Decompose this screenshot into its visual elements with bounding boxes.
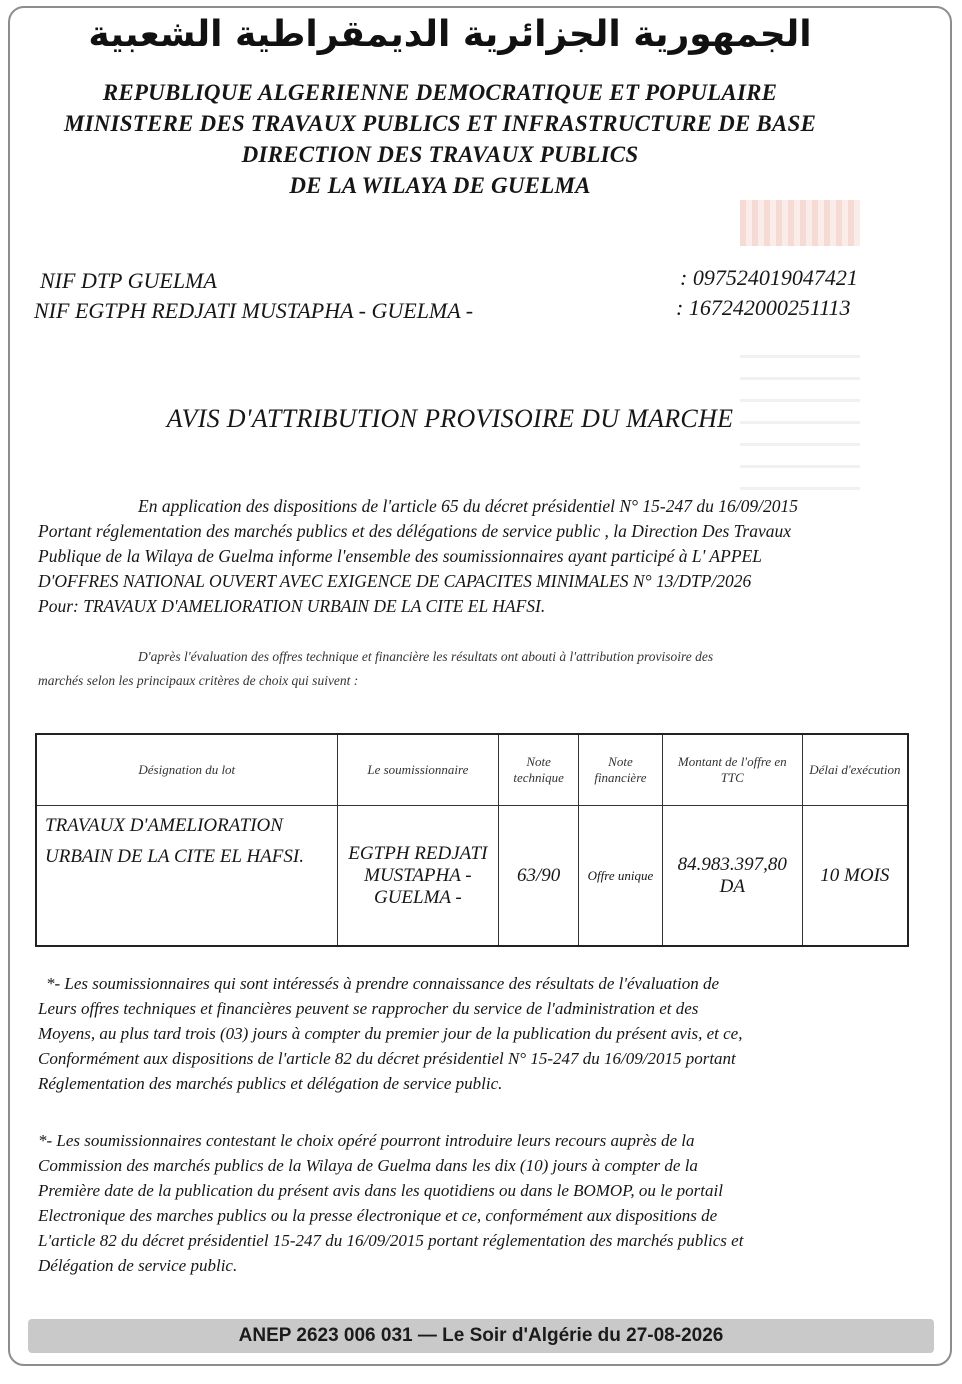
notice-line: Conformément aux dispositions de l'article 82 du décret présidentiel N° 15-247 du 16/09/2015 portant bbox=[38, 1049, 736, 1068]
notice-line: *- Les soumissionnaires qui sont intéressés à prendre connaissance des résultats de l'évaluation de bbox=[46, 974, 720, 993]
col-header-designation: Désignation du lot bbox=[36, 734, 337, 806]
evaluation-line: D'après l'évaluation des offres technique et financière les résultats ont abouti à l'attribution provisoire des bbox=[138, 649, 714, 664]
intro-paragraph bbox=[38, 494, 918, 619]
notice-line: Commission des marchés publics de la Wilaya de Guelma dans les dix (10) jours à compter de la bbox=[38, 1156, 698, 1175]
notice-line: Délégation de service public. bbox=[38, 1256, 238, 1275]
header-line-republic: REPUBLIQUE ALGERIENNE DEMOCRATIQUE ET POPULAIRE bbox=[102, 80, 778, 105]
notice-line: Réglementation des marchés publics et délégation de service public. bbox=[38, 1074, 503, 1093]
intro-line: En application des dispositions de l'article 65 du décret présidentiel N° 15-247 du 16/09/2015 bbox=[138, 496, 798, 516]
col-header-bidder: Le soumissionnaire bbox=[337, 734, 499, 806]
intro-line: D'OFFRES NATIONAL OUVERT AVEC EXIGENCE DE CAPACITES MINIMALES N° 13/DTP/2026 bbox=[38, 571, 752, 591]
header-line-wilaya: DE LA WILAYA DE GUELMA bbox=[289, 173, 591, 198]
col-header-fin-note: Note financière bbox=[579, 734, 663, 806]
notice-line: *- Les soumissionnaires contestant le choix opéré pourront introduire leurs recours auprès de la bbox=[38, 1131, 695, 1150]
arabic-header: الجمهورية الجزائرية الديمقراطية الشعبية bbox=[88, 14, 812, 55]
notice-title: AVIS D'ATTRIBUTION PROVISOIRE DU MARCHE bbox=[166, 404, 734, 433]
notice-line: Moyens, au plus tard trois (03) jours à compter du premier jour de la publication du présent avis, et ce, bbox=[38, 1024, 743, 1043]
stamp-mark bbox=[740, 200, 860, 246]
notice-line: Leurs offres techniques et financières peuvent se rapprocher du service de l'administration et des bbox=[38, 999, 699, 1018]
intro-line: Portant réglementation des marchés publics et des délégations de service public , la Direction Des Travaux bbox=[38, 521, 792, 541]
cell-delay: 10 MOIS bbox=[802, 806, 908, 947]
table-row bbox=[36, 806, 908, 947]
col-header-delay: Délai d'exécution bbox=[802, 734, 908, 806]
nif-egtph-label: NIF EGTPH REDJATI MUSTAPHA - GUELMA - bbox=[34, 298, 474, 323]
notice-line: Première date de la publication du présent avis dans les quotidiens ou dans le BOMOP, ou le portail bbox=[38, 1181, 723, 1200]
notice-line: L'article 82 du décret présidentiel 15-247 du 16/09/2015 portant réglementation des marchés publics et bbox=[38, 1231, 744, 1250]
header-line-direction: DIRECTION DES TRAVAUX PUBLICS bbox=[241, 142, 639, 167]
cell-tech-note: 63/90 bbox=[499, 806, 579, 947]
intro-line: Pour: TRAVAUX D'AMELIORATION URBAIN DE LA CITE EL HAFSI. bbox=[38, 596, 546, 616]
nif-dtp-label: NIF DTP GUELMA bbox=[40, 268, 217, 293]
header-line-ministry: MINISTERE DES TRAVAUX PUBLICS ET INFRASTRUCTURE DE BASE bbox=[63, 111, 817, 136]
evaluation-paragraph bbox=[38, 645, 918, 693]
table-header-row bbox=[36, 734, 908, 806]
intro-line: Publique de la Wilaya de Guelma informe l'ensemble des soumissionnaires ayant participé à L' APPEL bbox=[38, 546, 762, 566]
notice-line: Electronique des marches publics ou la presse électronique et ce, conformément aux dispositions de bbox=[38, 1206, 718, 1225]
cell-designation: TRAVAUX D'AMELIORATION URBAIN DE LA CITE EL HAFSI. bbox=[36, 806, 337, 947]
cell-amount: 84.983.397,80 DA bbox=[662, 806, 802, 947]
cell-fin-note: Offre unique bbox=[579, 806, 663, 947]
col-header-amount: Montant de l'offre en TTC bbox=[662, 734, 802, 806]
evaluation-line: marchés selon les principaux critères de choix qui suivent : bbox=[38, 673, 359, 688]
notice-appeal-paragraph bbox=[38, 1128, 918, 1278]
cell-bidder: EGTPH REDJATI MUSTAPHA - GUELMA - bbox=[337, 806, 499, 947]
col-header-tech-note: Note technique bbox=[499, 734, 579, 806]
attribution-table bbox=[35, 733, 909, 947]
nif-dtp-value: : 097524019047421 bbox=[680, 265, 858, 290]
notice-consult-paragraph bbox=[38, 971, 918, 1096]
nif-egtph-value: : 167242000251113 bbox=[676, 295, 851, 320]
publication-footer: ANEP 2623 006 031 — Le Soir d'Algérie du 27-08-2026 bbox=[28, 1319, 934, 1353]
